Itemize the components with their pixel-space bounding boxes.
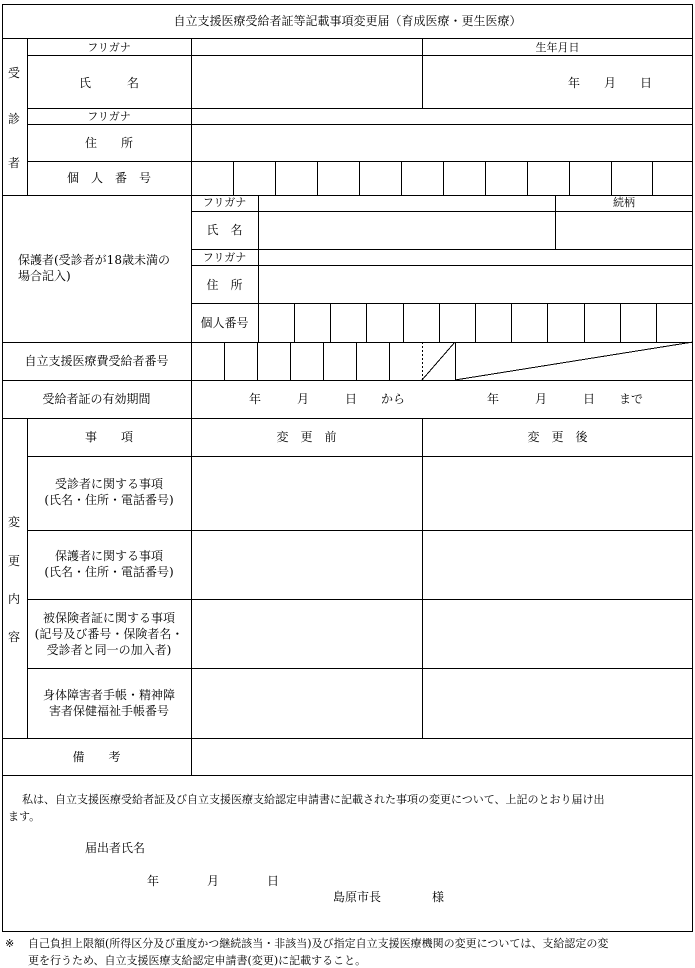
guardian-furigana2-field[interactable]: [259, 250, 692, 265]
change-patient-after-field[interactable]: [423, 457, 692, 530]
change-handbook-before-field[interactable]: [192, 669, 422, 738]
patient-mynumber-label: 個 人 番 号: [66, 171, 151, 185]
patient-name-field[interactable]: [192, 56, 422, 108]
guardian-name-label: 氏 名: [206, 223, 243, 237]
change-row-patient-2: (氏名・住所・電話番号): [44, 493, 174, 507]
change-col-item: 事 項: [84, 430, 133, 444]
patient-furigana2-label: フリガナ: [87, 110, 131, 123]
change-insurance-after-field[interactable]: [423, 600, 692, 668]
mayor-label: 島原市長: [333, 890, 382, 904]
guardian-address-field[interactable]: [259, 266, 692, 303]
change-patient-before-field[interactable]: [192, 457, 422, 530]
change-section-label-3: 内: [8, 592, 21, 606]
remarks-field[interactable]: [192, 739, 692, 775]
declaration-line-2: ます。: [8, 810, 41, 823]
patient-birthdate-field[interactable]: [423, 56, 563, 108]
change-row-handbook-1: 身体障害者手帳・精神障: [42, 688, 175, 702]
change-handbook-after-field[interactable]: [423, 669, 692, 738]
patient-section-label-3: 者: [8, 156, 21, 170]
submitter-name-field[interactable]: [150, 836, 450, 858]
change-section-label-4: 容: [8, 630, 21, 644]
patient-furigana-field[interactable]: [192, 39, 422, 55]
guardian-furigana-field[interactable]: [259, 196, 555, 211]
guardian-mynumber-label: 個人番号: [200, 316, 249, 330]
change-row-handbook-2: 害者保健福祉手帳番号: [48, 704, 169, 718]
validity-to: 年 月 日 まで: [487, 392, 644, 406]
guardian-section-label-2: 場合記入): [18, 269, 71, 283]
guardian-mynumber-field[interactable]: [259, 304, 692, 342]
patient-address-label: 住 所: [84, 136, 133, 150]
declaration-date: 年 月 日: [147, 874, 280, 888]
guardian-name-field[interactable]: [259, 212, 555, 249]
note-line-2: 更を行うため、自立支援医療支給認定申請書(変更)に記載すること。: [28, 954, 367, 967]
guardian-relation-label: 続柄: [613, 196, 635, 209]
validity-from: 年 月 日 から: [249, 392, 406, 406]
patient-name-label: 氏 名: [78, 76, 139, 90]
patient-furigana2-field[interactable]: [192, 109, 692, 124]
change-row-insurance-1: 被保険者証に関する事項: [42, 611, 175, 625]
change-row-patient-1: 受診者に関する事項: [54, 477, 163, 491]
patient-birth-ymd: 年 月 日: [568, 76, 653, 90]
patient-section-label-1: 受: [8, 66, 21, 80]
recipient-number-label: 自立支援医療費受給者番号: [24, 354, 169, 368]
patient-furigana-label: フリガナ: [87, 41, 131, 54]
guardian-address-label: 住 所: [206, 278, 243, 292]
change-guardian-after-field[interactable]: [423, 531, 692, 599]
patient-birth-label: 生年月日: [535, 41, 580, 54]
change-row-guardian-2: (氏名・住所・電話番号): [44, 565, 174, 579]
guardian-relation-field[interactable]: [556, 212, 692, 249]
note-line-1: 自己負担上限額(所得区分及び重度かつ継続該当・非該当)及び指定自立支援医療機関の変更については、支給認定の変: [28, 937, 609, 950]
change-col-before: 変 更 前: [276, 430, 337, 444]
change-section-label-1: 変: [8, 515, 21, 529]
change-guardian-before-field[interactable]: [192, 531, 422, 599]
guardian-furigana-label: フリガナ: [202, 196, 247, 209]
change-row-insurance-2: (記号及び番号・保険者名・: [34, 627, 184, 641]
guardian-furigana2-label: フリガナ: [202, 251, 247, 264]
submitter-label: 届出者氏名: [85, 841, 146, 855]
patient-address-field[interactable]: [192, 125, 692, 161]
change-insurance-before-field[interactable]: [192, 600, 422, 668]
note-mark: ※: [5, 937, 15, 950]
change-row-insurance-3: 受診者と同一の加入者): [46, 643, 172, 657]
change-col-after: 変 更 後: [527, 430, 588, 444]
change-row-guardian-1: 保護者に関する事項: [54, 549, 163, 563]
change-section-label-2: 更: [8, 554, 21, 568]
validity-label: 受給者証の有効期間: [42, 392, 151, 406]
recipient-number-field[interactable]: [192, 343, 455, 380]
validity-field[interactable]: [192, 381, 692, 418]
declaration-line-1: 私は、自立支援医療受給者証及び自立支援医療支給認定申請書に記載された事項の変更について、上記のとおり届け出: [22, 793, 605, 806]
remarks-label: 備 考: [72, 750, 121, 764]
patient-mynumber-field[interactable]: [192, 162, 692, 195]
patient-section-label-2: 診: [8, 112, 21, 126]
mayor-honorific: 様: [432, 890, 445, 904]
guardian-section-label-1: 保護者(受診者が18歳未満の: [18, 253, 170, 267]
form-title: 自立支援医療受給者証等記載事項変更届（育成医療・更生医療）: [173, 14, 522, 28]
